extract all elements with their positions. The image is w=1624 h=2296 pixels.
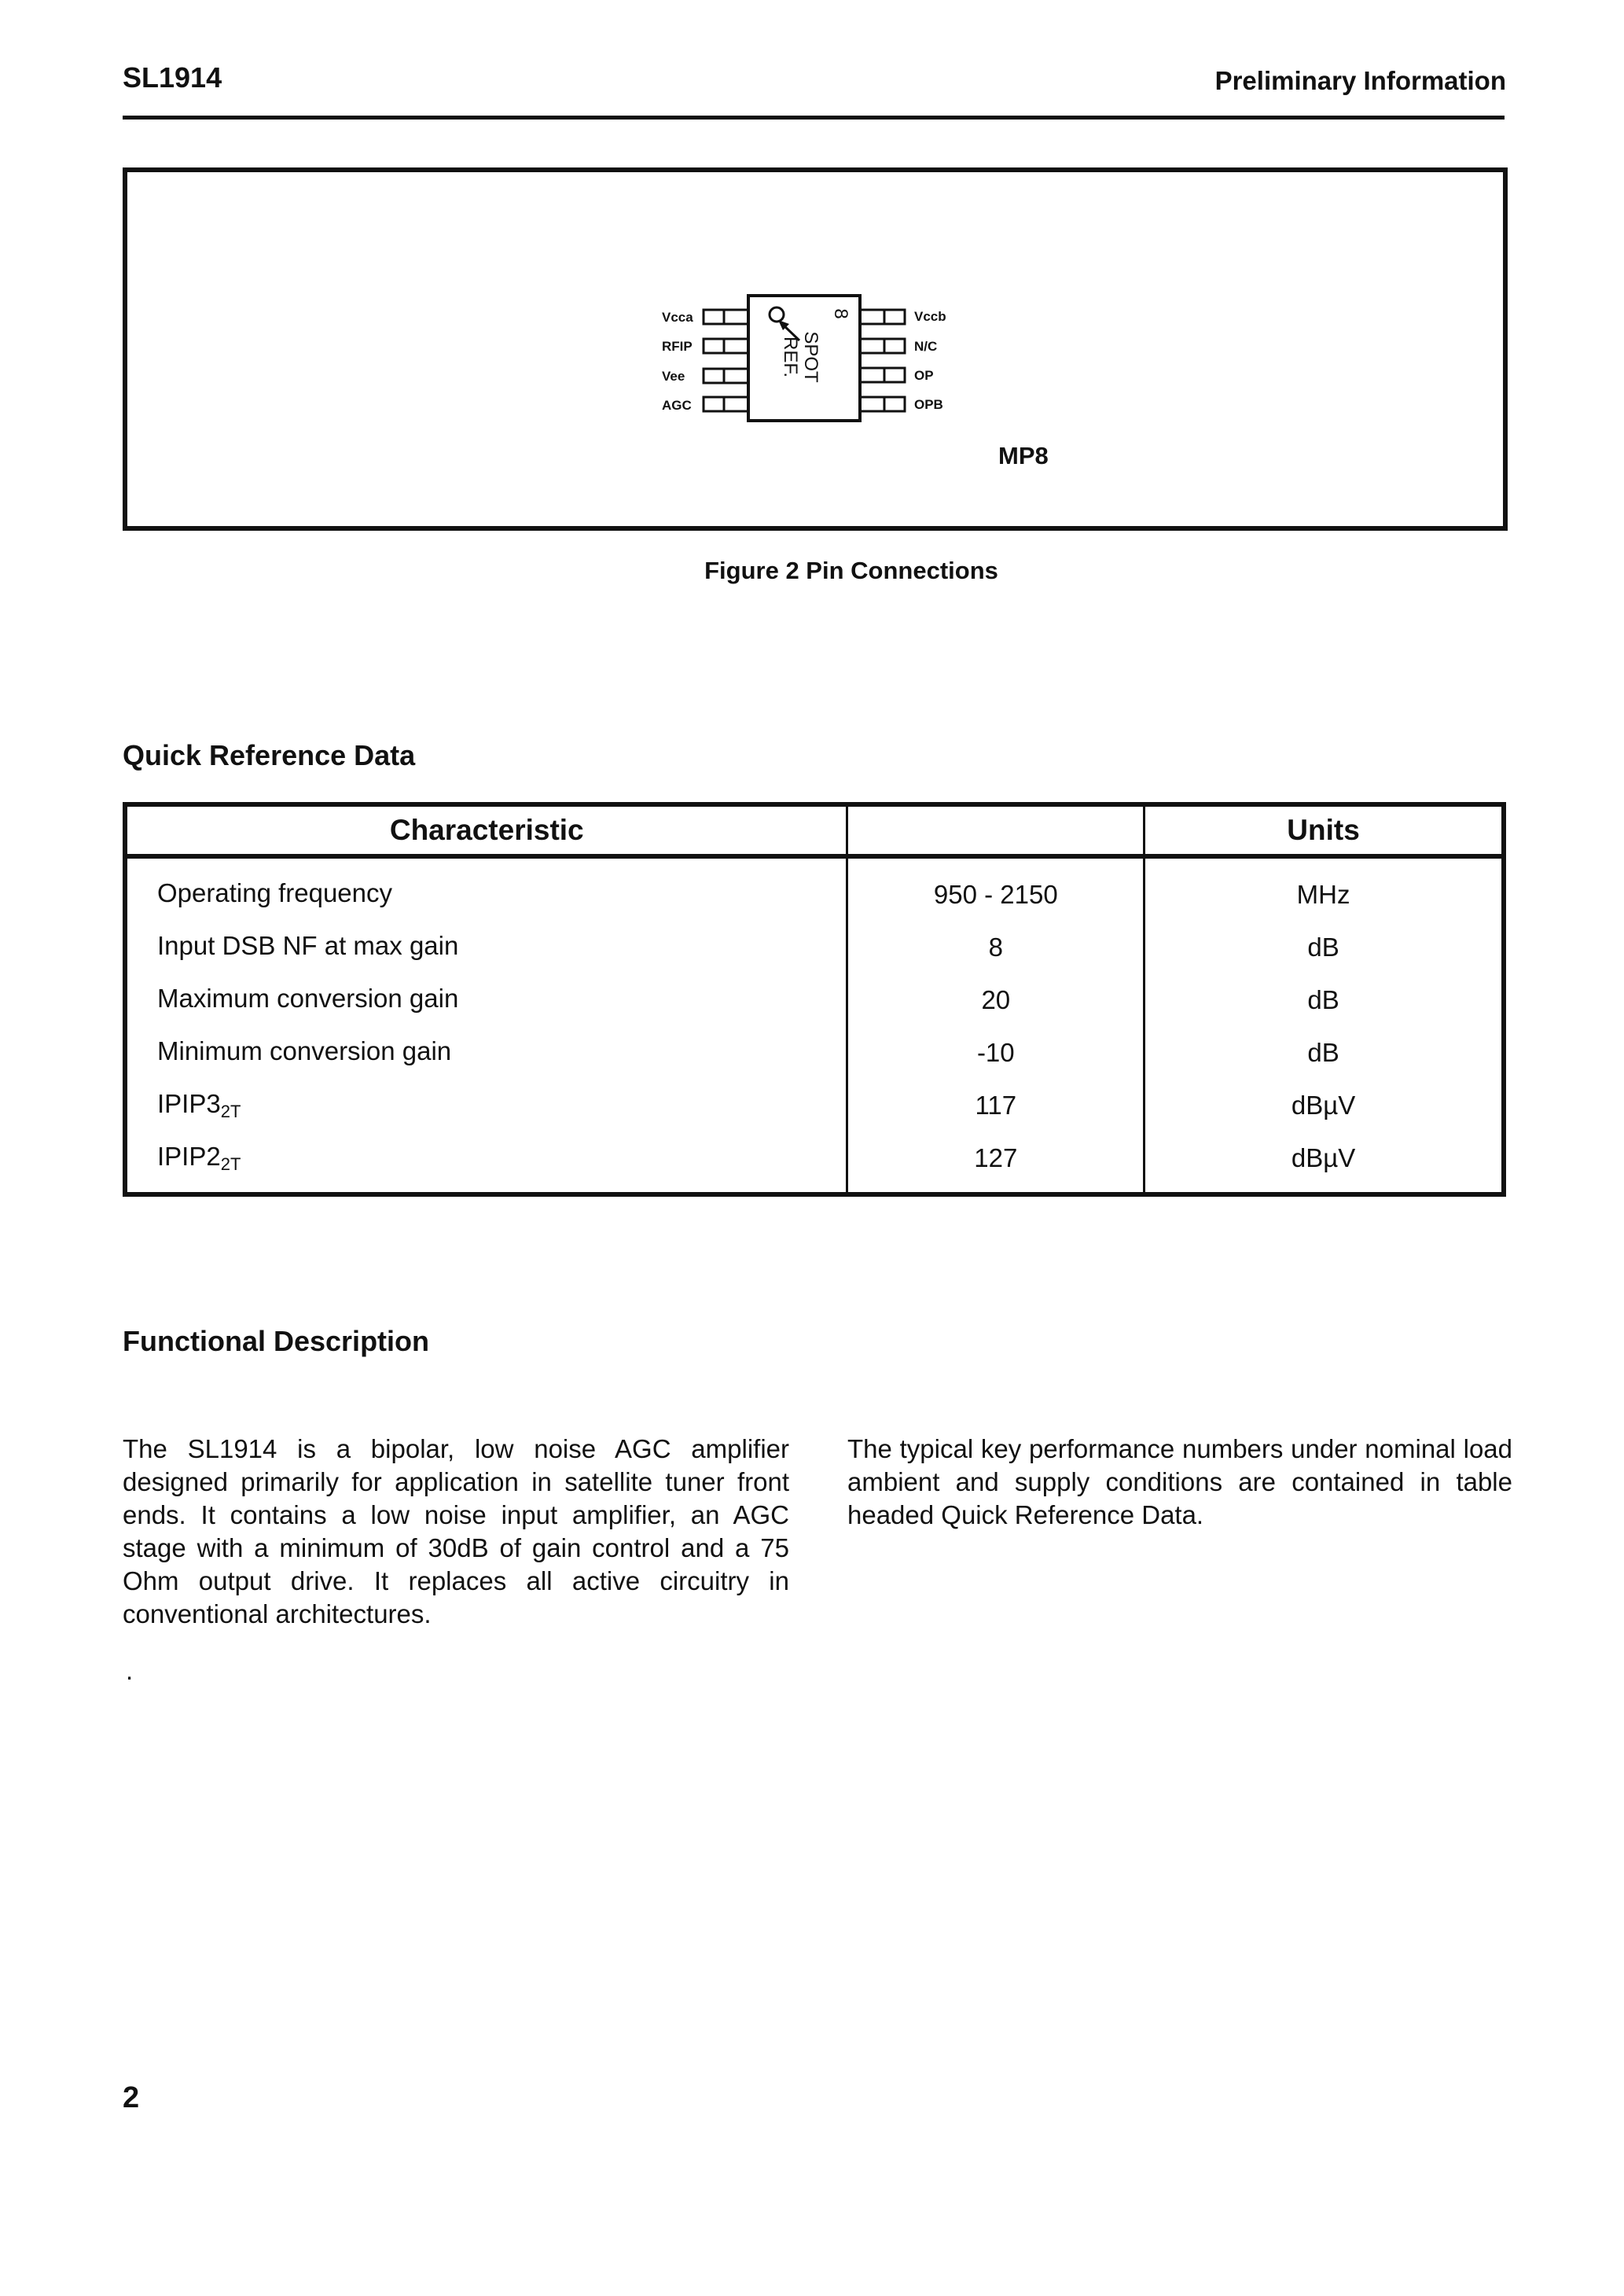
characteristic-cell: $IPIP2_{2T}$ (125, 1131, 847, 1194)
pin-connections-figure (123, 167, 1508, 531)
value-cell: 127 (847, 1131, 1145, 1194)
page-number: 2 (123, 2081, 140, 2114)
right-pin-7 (860, 339, 937, 354)
table-header-row (125, 804, 1504, 856)
characteristic-cell: Minimum conversion gain (125, 1026, 847, 1079)
right-pin-5 (860, 397, 943, 412)
description-paragraph-right: The typical key performance numbers under nominal load ambient and supply conditions are contained in table headed Quick Reference Data. (847, 1434, 1512, 1529)
value-cell: 20 (847, 973, 1145, 1026)
units-cell: dBµV (1145, 1079, 1504, 1131)
left-pin-3 (662, 369, 748, 384)
column-header-value (847, 804, 1145, 856)
pin-label-rfip: RFIP (662, 339, 693, 354)
pin-label-vee: Vee (662, 369, 685, 384)
spot-ref-line2: REF. (780, 336, 801, 378)
part-number: SL1914 (123, 61, 222, 94)
value-cell: -10 (847, 1026, 1145, 1079)
units-cell: dB (1145, 973, 1504, 1026)
package-name: MP8 (998, 442, 1049, 469)
pin-label-nc: N/C (914, 339, 938, 354)
functional-description-heading: Functional Description (123, 1325, 430, 1357)
left-pin-2 (662, 339, 748, 354)
quick-reference-heading: Quick Reference Data (123, 739, 416, 771)
figure-caption: Figure 2 Pin Connections (704, 557, 998, 584)
pin1-marker-icon (770, 307, 784, 322)
value-cell: 950 - 2150 (847, 856, 1145, 921)
table-row (125, 856, 1504, 921)
pin-label-opb: OPB (914, 397, 943, 412)
left-pin-1 (662, 310, 748, 325)
right-pin-6 (860, 368, 934, 383)
pin-label-op: OP (914, 368, 934, 383)
document-status: Preliminary Information (1214, 66, 1506, 95)
units-cell: dB (1145, 1026, 1504, 1079)
pin-label-vcca: Vcca (662, 310, 693, 325)
pin-diagram (127, 172, 1503, 526)
pin-label-vccb: Vccb (914, 309, 946, 324)
characteristic-cell: $IPIP3_{2T}$ (125, 1079, 847, 1131)
right-pin-8 (860, 309, 946, 324)
characteristic-cell: Operating frequency (125, 856, 847, 921)
units-cell: MHz (1145, 856, 1504, 921)
header-divider (123, 116, 1505, 120)
pin-label-agc: AGC (662, 398, 692, 413)
value-cell: 8 (847, 921, 1145, 973)
characteristic-cell: Maximum conversion gain (125, 973, 847, 1026)
table-row (125, 921, 1504, 973)
description-paragraph-left: The SL1914 is a bipolar, low noise AGC amplifier designed primarily for application in satellite tuner front ends. It contains a low noise input amplifier, an AGC stage with a minimum of 30dB of gain control and a 75 Ohm output drive. It replaces all active circuitry in conventional architectures. (123, 1434, 789, 1628)
column-header-characteristic: Characteristic (125, 804, 847, 856)
table-row (125, 1079, 1504, 1131)
stray-period: . (126, 1656, 134, 1685)
table-row (125, 973, 1504, 1026)
table-row (125, 1026, 1504, 1079)
quick-reference-table (123, 802, 1506, 1197)
left-pin-4 (662, 397, 748, 413)
units-cell: dBµV (1145, 1131, 1504, 1194)
value-cell: 117 (847, 1079, 1145, 1131)
characteristic-cell: Input DSB NF at max gain (125, 921, 847, 973)
column-header-units: Units (1145, 804, 1504, 856)
table-row (125, 1131, 1504, 1194)
pin8-marker: 8 (830, 308, 851, 319)
spot-ref-line1: SPOT (800, 331, 821, 383)
units-cell: dB (1145, 921, 1504, 973)
